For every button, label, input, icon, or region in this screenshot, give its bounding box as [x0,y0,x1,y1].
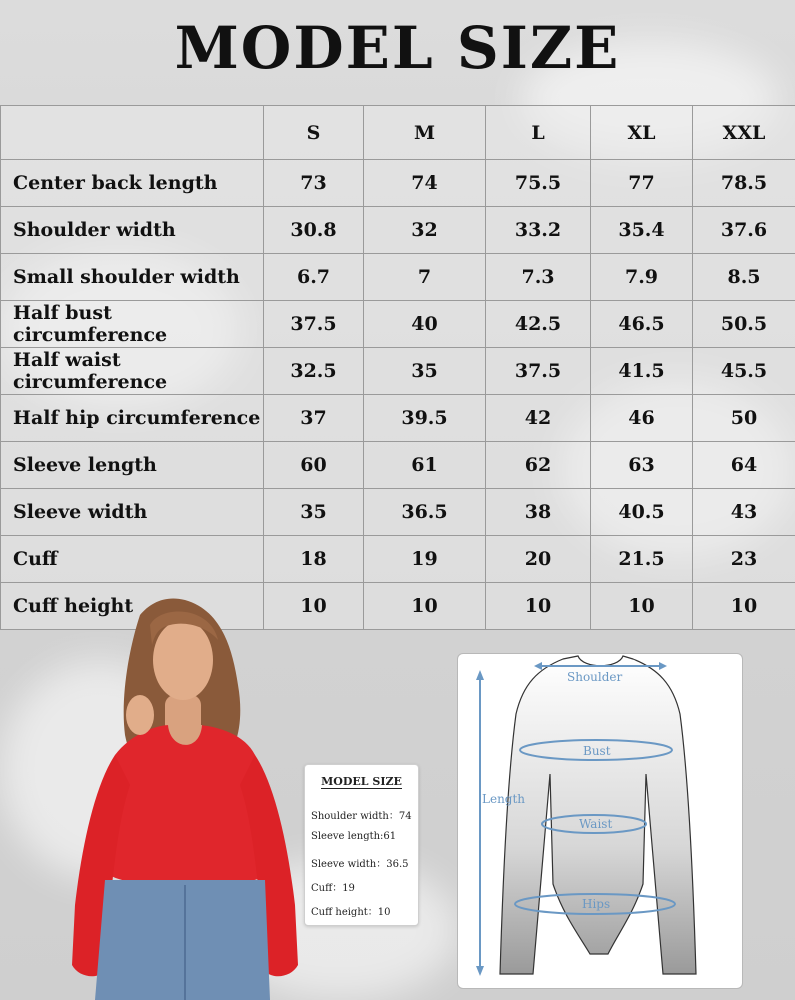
table-cell: 75.5 [486,160,591,207]
table-row [1,489,795,536]
table-cell: 42 [486,395,591,442]
table-cell: 42.5 [486,301,591,348]
row-label: Cuff [1,536,264,583]
table-cell: 40 [364,301,486,348]
row-label: Cuff height [1,583,264,630]
table-cell: 19 [364,536,486,583]
row-label: Small shoulder width [1,254,264,301]
row-label: Sleeve length [1,442,264,489]
model-card-line: Sleeve width：36.5 [311,859,409,870]
jeans-shape [95,880,270,1000]
table-cell: 60 [264,442,364,489]
table-cell: 37.6 [693,207,795,254]
table-cell: 45.5 [693,348,795,395]
table-cell: 64 [693,442,795,489]
table-cell: 50.5 [693,301,795,348]
table-cell: 74 [364,160,486,207]
table-cell: 73 [264,160,364,207]
table-cell: 10 [364,583,486,630]
page-title: MODEL SIZE [174,14,621,82]
table-cell: 61 [364,442,486,489]
measurement-diagram [457,653,743,989]
row-label: Shoulder width [1,207,264,254]
table-cell: 33.2 [486,207,591,254]
table-cell: 35.4 [591,207,693,254]
table-cell: 10 [264,583,364,630]
table-cell: 10 [591,583,693,630]
table-cell: 36.5 [364,489,486,536]
model-size-card [304,764,419,926]
row-label: Half bust circumference [1,301,264,348]
table-cell: 38 [486,489,591,536]
table-cell: 63 [591,442,693,489]
table-cell: 8.5 [693,254,795,301]
table-cell: 6.7 [264,254,364,301]
hips-label: Hips [582,897,611,911]
header-cell: XL [591,106,693,160]
table-row [1,395,795,442]
row-label: Sleeve width [1,489,264,536]
header-cell: L [486,106,591,160]
shoulder-label: Shoulder [567,670,623,684]
table-row [1,207,795,254]
table-cell: 40.5 [591,489,693,536]
model-card-title: MODEL SIZE [321,775,402,788]
row-label: Half waist circumference [1,348,264,395]
table-cell: 46 [591,395,693,442]
table-row [1,536,795,583]
arrow-head [534,662,542,670]
model-photo [60,585,310,1000]
header-cell: M [364,106,486,160]
header-cell-empty [1,106,264,160]
table-cell: 18 [264,536,364,583]
table-row [1,160,795,207]
arrow-head [476,670,484,680]
table-cell: 32.5 [264,348,364,395]
table-cell: 37.5 [264,301,364,348]
row-label: Half hip circumference [1,395,264,442]
table-cell: 37 [264,395,364,442]
model-card-line: Sleeve length:61 [311,831,397,842]
table-row [1,254,795,301]
table-cell: 30.8 [264,207,364,254]
table-cell: 35 [264,489,364,536]
table-cell: 7.9 [591,254,693,301]
table-cell: 62 [486,442,591,489]
table-cell: 41.5 [591,348,693,395]
table-cell: 37.5 [486,348,591,395]
table-cell: 20 [486,536,591,583]
row-label: Center back length [1,160,264,207]
table-cell: 21.5 [591,536,693,583]
model-card-line: Cuff height：10 [311,907,391,918]
table-cell: 7.3 [486,254,591,301]
table-row [1,442,795,489]
table-cell: 43 [693,489,795,536]
table-cell: 32 [364,207,486,254]
model-card-line: Cuff：19 [311,883,355,894]
top-shape [110,725,265,886]
table-cell: 35 [364,348,486,395]
size-chart-table [0,105,795,630]
table-cell: 39.5 [364,395,486,442]
table-cell: 23 [693,536,795,583]
table-cell: 7 [364,254,486,301]
bust-label: Bust [583,744,611,758]
table-cell: 50 [693,395,795,442]
table-row [1,348,795,395]
header-cell: S [264,106,364,160]
table-cell: 46.5 [591,301,693,348]
table-row [1,301,795,348]
table-header-row [1,106,795,160]
table-cell: 10 [693,583,795,630]
hand-shape [126,695,154,735]
table-cell: 77 [591,160,693,207]
arrow-head [476,966,484,976]
table-cell: 10 [486,583,591,630]
waist-label: Waist [579,817,613,831]
arrow-head [659,662,667,670]
face-shape [153,620,213,700]
model-card-line: Shoulder width：74 [311,811,412,822]
table-cell: 78.5 [693,160,795,207]
length-label: Length [482,792,526,806]
header-cell: XXL [693,106,795,160]
